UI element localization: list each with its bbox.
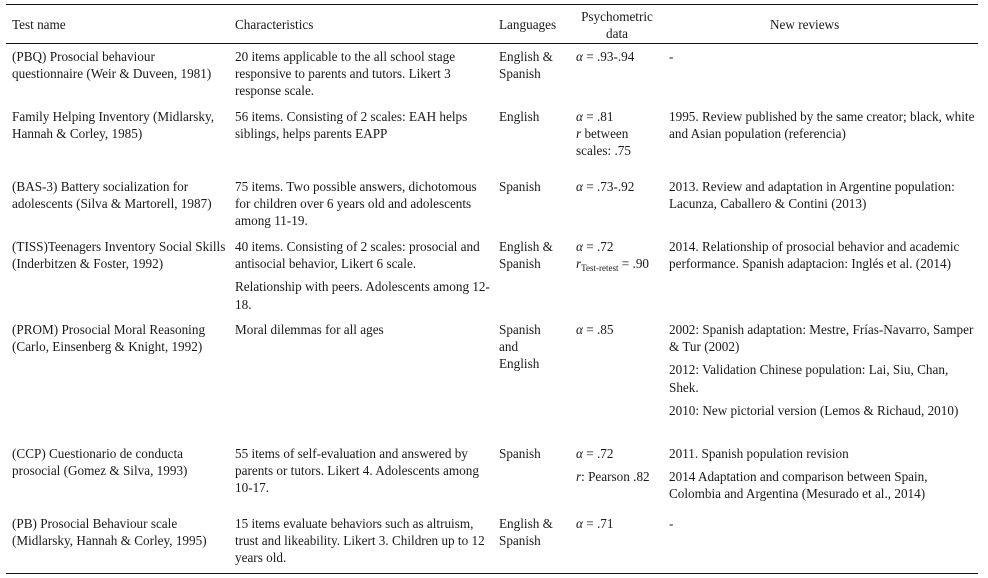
test-name: (PB) Prosocial Behaviour scale (Midlarsky, Hannah & Corley, 1995) bbox=[12, 516, 207, 549]
psychometric-data bbox=[576, 178, 664, 195]
languages: English & Spanish bbox=[499, 516, 553, 549]
review-text: 2012: Validation Chinese population: Lai, Siu, Chan, Shek. bbox=[669, 362, 949, 395]
characteristics bbox=[235, 238, 490, 313]
review-text: 2011. Spanish population revision bbox=[669, 446, 849, 461]
review-text: - bbox=[669, 516, 674, 531]
psychometric-data bbox=[576, 48, 664, 65]
languages: English bbox=[499, 109, 540, 124]
new-reviews bbox=[669, 515, 979, 532]
alpha-symbol: α bbox=[576, 516, 583, 531]
review-text: 2014. Relationship of prosocial behavior and academic performance. Spanish adaptacion: Inglés et al. (2014) bbox=[669, 239, 960, 272]
characteristics-text: 56 items. Consisting of 2 scales: EAH helps siblings, helps parents EAPP bbox=[235, 109, 468, 142]
psychometric-data bbox=[576, 445, 664, 485]
test-name: (TISS)Teenagers Inventory Social Skills (Inderbitzen & Foster, 1992) bbox=[12, 239, 226, 272]
equals: = bbox=[582, 516, 597, 531]
r-symbol: r bbox=[576, 469, 582, 485]
languages: Spanish bbox=[499, 179, 541, 194]
languages: Spanish bbox=[499, 446, 541, 461]
header-new-reviews: New reviews bbox=[770, 17, 840, 32]
alpha-value: .93-.94 bbox=[596, 49, 635, 64]
r-value: between scales: .75 bbox=[576, 126, 631, 159]
review-text: 2013. Review and adaptation in Argentine population: Lacunza, Caballero & Contini (2013) bbox=[669, 179, 955, 212]
alpha-symbol: α bbox=[576, 179, 583, 194]
equals: = bbox=[582, 109, 597, 124]
header-languages: Languages bbox=[499, 17, 557, 32]
languages: Spanish and English bbox=[499, 322, 541, 372]
header-characteristics: Characteristics bbox=[235, 17, 314, 32]
alpha-value: .85 bbox=[596, 322, 614, 337]
languages: English & Spanish bbox=[499, 49, 553, 82]
review-text: 2014 Adaptation and comparison between Spain, Colombia and Argentina (Mesurado et al., 2014) bbox=[669, 469, 928, 502]
new-reviews bbox=[669, 321, 979, 419]
review-text: 2010: New pictorial version (Lemos & Richaud, 2010) bbox=[669, 402, 959, 418]
alpha-symbol: α bbox=[576, 239, 583, 254]
alpha-symbol: α bbox=[576, 322, 583, 337]
characteristics-text: 75 items. Two possible answers, dichotomous for children over 6 years old and adolescents among 11-19. bbox=[235, 179, 477, 229]
new-reviews bbox=[669, 108, 979, 142]
alpha-value: .72 bbox=[596, 446, 614, 461]
test-name: (PBQ) Prosocial behaviour questionnaire (Weir & Duveen, 1981) bbox=[12, 49, 212, 82]
r-subscript: Test-retest bbox=[581, 263, 619, 274]
psychometric-data: α = .72 $r_{Test-retest} = .90$ bbox=[576, 239, 650, 274]
characteristics bbox=[235, 178, 490, 230]
equals: = bbox=[582, 322, 597, 337]
alpha-symbol: α bbox=[576, 109, 583, 124]
equals: = bbox=[582, 446, 597, 461]
table-bottom-rule bbox=[6, 573, 978, 574]
characteristics-text: 20 items applicable to the all school stage responsive to parents and tutors. Likert 3 response scale. bbox=[235, 49, 456, 99]
review-text: - bbox=[669, 49, 674, 64]
equals: = bbox=[582, 239, 597, 254]
alpha-value: .71 bbox=[596, 516, 614, 531]
psychometric-data bbox=[576, 321, 664, 338]
r-symbol: r bbox=[576, 126, 582, 142]
characteristics bbox=[235, 445, 490, 497]
header-test-name: Test name bbox=[12, 17, 66, 32]
characteristics-text: 40 items. Consisting of 2 scales: prosocial and antisocial behavior, Likert 6 scale. bbox=[235, 239, 480, 272]
alpha-symbol: α bbox=[576, 446, 583, 461]
alpha-value: .72 bbox=[596, 239, 614, 254]
header-psychometric-data: Psychometric data bbox=[581, 9, 653, 42]
r-value: : Pearson .82 bbox=[581, 469, 650, 485]
characteristics-text: 15 items evaluate behaviors such as altruism, trust and likeability. Likert 3. Children up to 12 years old. bbox=[235, 516, 485, 566]
characteristics-text: 55 items of self-evaluation and answered by parents or tutors. Likert 4. Adolescents among 10-17. bbox=[235, 446, 479, 496]
review-text: 2002: Spanish adaptation: Mestre, Frías-Navarro, Samper & Tur (2002) bbox=[669, 322, 974, 355]
psychometric-data bbox=[576, 515, 664, 532]
psychometric-data bbox=[576, 108, 664, 160]
equals: = bbox=[582, 179, 597, 194]
languages: English & Spanish bbox=[499, 239, 553, 272]
characteristics-text: Relationship with peers. Adolescents among 12-18. bbox=[235, 279, 490, 312]
r-value: = .90 bbox=[621, 256, 650, 272]
alpha-value: .81 bbox=[596, 109, 614, 124]
alpha-symbol: α bbox=[576, 49, 583, 64]
characteristics-text: Moral dilemmas for all ages bbox=[235, 322, 384, 337]
characteristics bbox=[235, 515, 490, 567]
equals: = bbox=[582, 49, 597, 64]
new-reviews bbox=[669, 178, 979, 212]
table-header bbox=[0, 0, 988, 44]
characteristics bbox=[235, 321, 490, 338]
test-name: (BAS-3) Battery socialization for adolescents (Silva & Martorell, 1987) bbox=[12, 179, 212, 212]
test-name: Family Helping Inventory (Midlarsky, Hannah & Corley, 1985) bbox=[12, 109, 215, 142]
new-reviews bbox=[669, 238, 979, 272]
new-reviews bbox=[669, 48, 979, 65]
characteristics bbox=[235, 48, 490, 100]
test-name: (PROM) Prosocial Moral Reasoning (Carlo, Einsenberg & Knight, 1992) bbox=[12, 322, 206, 355]
new-reviews bbox=[669, 445, 979, 503]
alpha-value: .73-.92 bbox=[596, 179, 635, 194]
characteristics bbox=[235, 108, 490, 142]
review-text: 1995. Review published by the same creator; black, white and Asian population (referencia) bbox=[669, 109, 975, 142]
test-name: (CCP) Cuestionario de conducta prosocial (Gomez & Silva, 1993) bbox=[12, 446, 188, 479]
